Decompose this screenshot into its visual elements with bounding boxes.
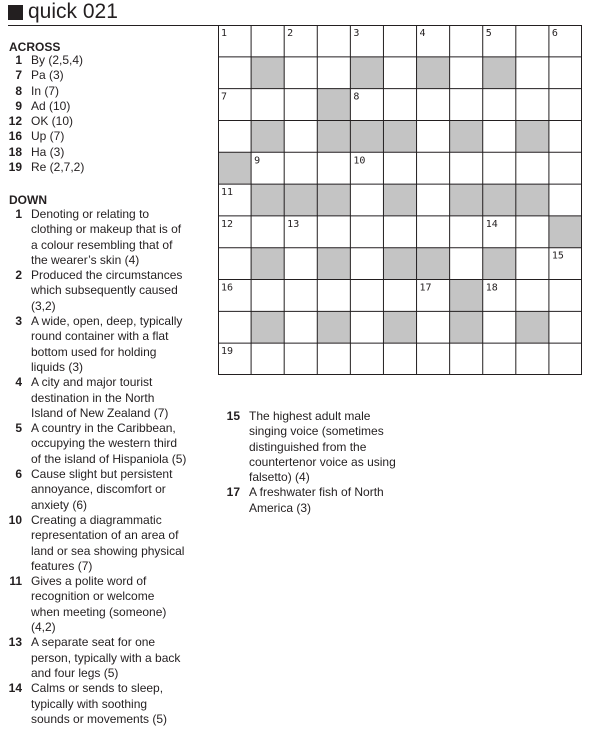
clue-text-line: land or sea showing physical (31, 543, 185, 558)
clue-text-line: when meeting (someone) (31, 604, 167, 619)
grid-cell-number: 16 (221, 282, 234, 294)
grid-cell[interactable] (251, 25, 284, 57)
grid-cell[interactable] (218, 57, 251, 89)
grid-cell[interactable] (317, 280, 350, 312)
grid-cell[interactable] (350, 184, 383, 216)
grid-cell[interactable] (284, 280, 317, 312)
clue-text: By (2,5,4) (31, 53, 84, 67)
grid-cell-number: 5 (485, 28, 492, 39)
clue-text: Ad (10) (31, 98, 71, 113)
grid-cell[interactable] (516, 343, 549, 375)
grid-block (516, 311, 549, 343)
clue-text-line: (4,2) (31, 620, 56, 635)
clue-item[interactable] (0, 114, 188, 129)
grid-cell-number: 8 (353, 91, 360, 103)
grid-cell[interactable] (284, 152, 317, 184)
grid-block (284, 184, 317, 216)
grid-block (317, 120, 350, 152)
clue-text (31, 635, 188, 681)
clue-number: 5 (15, 421, 22, 436)
grid-cell[interactable] (483, 120, 516, 152)
grid-cell[interactable] (383, 152, 416, 184)
grid-cell[interactable] (284, 120, 317, 152)
clue-item[interactable] (0, 681, 188, 727)
grid-cell-number: 3 (353, 28, 360, 39)
grid-cell[interactable] (450, 343, 483, 375)
clue-text-line: clothing or makeup that is of (31, 222, 182, 237)
grid-cell[interactable] (549, 120, 582, 152)
grid-block (251, 184, 284, 216)
grid-cell[interactable] (516, 248, 549, 280)
grid-cell[interactable] (450, 57, 483, 89)
grid-block (317, 311, 350, 343)
grid-block (450, 184, 483, 216)
title-divider (8, 25, 220, 26)
grid-cell-number: 15 (551, 250, 564, 262)
grid-cell[interactable] (549, 152, 582, 184)
grid-cell[interactable] (483, 311, 516, 343)
clue-item[interactable] (0, 207, 188, 268)
clue-text: Up (7) (31, 129, 65, 144)
clue-text-line: person, typically with a back (31, 650, 181, 665)
grid-cell[interactable] (251, 89, 284, 121)
grid-cell[interactable] (549, 184, 582, 216)
clue-number: 6 (15, 467, 22, 482)
clue-text-line: Gives a polite word of (31, 574, 147, 589)
grid-block (417, 57, 450, 89)
grid-cell[interactable] (251, 216, 284, 248)
clue-number: 4 (15, 375, 22, 390)
grid-cell[interactable] (483, 89, 516, 121)
grid-cell[interactable] (549, 57, 582, 89)
clue-text-line: countertenor voice as using (249, 454, 396, 469)
grid-cell[interactable] (383, 57, 416, 89)
grid-cell[interactable] (284, 57, 317, 89)
grid-cell-number: 2 (287, 28, 294, 39)
grid-block (251, 248, 284, 280)
grid-cell[interactable] (516, 280, 549, 312)
clue-text-line: A separate seat for one (31, 635, 156, 650)
grid-cell[interactable] (516, 25, 549, 57)
grid-block (317, 248, 350, 280)
grid-block (383, 311, 416, 343)
clue-text-line: A wide, open, deep, typically (31, 314, 183, 329)
grid-block (483, 57, 516, 89)
clue-text-line: Cause slight but persistent (31, 467, 173, 482)
down-clue-list-continued (218, 409, 400, 516)
clue-text (31, 467, 188, 513)
grid-cell-number: 19 (221, 346, 234, 358)
clue-text-line: (3,2) (31, 298, 56, 313)
grid-cell[interactable] (417, 216, 450, 248)
clue-number: 13 (8, 635, 22, 650)
grid-cell[interactable] (450, 89, 483, 121)
grid-cell[interactable] (483, 152, 516, 184)
grid-cell[interactable] (284, 89, 317, 121)
clue-number: 12 (8, 114, 22, 129)
clue-text-line: The highest adult male (249, 409, 371, 423)
grid-cell[interactable] (350, 311, 383, 343)
grid-cell-number: 12 (221, 218, 234, 230)
grid-cell[interactable] (417, 89, 450, 121)
grid-cell[interactable] (350, 280, 383, 312)
grid-cell-number: 14 (485, 218, 498, 230)
grid-cell-number: 18 (485, 282, 498, 294)
grid-cell[interactable] (549, 343, 582, 375)
grid-cell-number: 10 (353, 155, 366, 167)
across-heading: ACROSS (9, 40, 61, 54)
grid-cell-number: 1 (221, 28, 228, 39)
grid-cell-number: 7 (221, 91, 228, 103)
grid-cell[interactable] (383, 25, 416, 57)
grid-cell[interactable] (350, 216, 383, 248)
clue-text (249, 409, 400, 485)
grid-cell[interactable] (417, 120, 450, 152)
clue-text-line: representation of an area of (31, 528, 179, 543)
grid-cell-number: 11 (221, 187, 234, 199)
down-clue-list (0, 207, 188, 727)
clue-item[interactable] (0, 574, 188, 635)
clue-text (31, 513, 188, 574)
clue-text-line: a colour resembling that of (31, 237, 173, 252)
clue-item[interactable] (0, 99, 188, 114)
clue-text-line: and four legs (5) (31, 665, 119, 680)
clue-item[interactable] (0, 421, 188, 467)
clue-number: 1 (15, 53, 22, 67)
grid-cell[interactable] (417, 311, 450, 343)
grid-block (317, 184, 350, 216)
clue-item[interactable] (0, 467, 188, 513)
clue-text-line: Produced the circumstances (31, 268, 183, 283)
grid-cell-number: 13 (287, 218, 300, 230)
grid-cell[interactable] (218, 311, 251, 343)
grid-cell[interactable] (218, 120, 251, 152)
grid-cell[interactable] (350, 248, 383, 280)
clue-item[interactable] (0, 160, 188, 175)
clue-text-line: the wearer’s skin (4) (31, 252, 140, 267)
grid-block (383, 248, 416, 280)
grid-cell[interactable] (516, 89, 549, 121)
clue-text-line: features (7) (31, 558, 93, 573)
grid-cell[interactable] (450, 25, 483, 57)
grid-block (350, 120, 383, 152)
grid-block (516, 120, 549, 152)
clue-item[interactable] (0, 145, 188, 160)
clue-item[interactable] (218, 409, 400, 485)
clue-text-line: occupying the western third (31, 436, 178, 451)
clue-text-line: bottom used for holding (31, 344, 157, 359)
grid-cell-number: 6 (551, 28, 558, 39)
grid-cell[interactable] (450, 248, 483, 280)
grid-cell[interactable] (383, 216, 416, 248)
clue-text-line: liquids (3) (31, 359, 84, 374)
grid-cell[interactable] (251, 343, 284, 375)
grid-cell[interactable] (417, 184, 450, 216)
across-clue-list (0, 53, 188, 175)
grid-cell[interactable] (516, 57, 549, 89)
puzzle-title (8, 0, 118, 24)
clue-item[interactable] (0, 268, 188, 314)
clue-item[interactable] (0, 84, 188, 99)
clue-number: 9 (15, 98, 22, 113)
grid-cell[interactable] (383, 280, 416, 312)
clue-text (31, 681, 188, 727)
grid-block (251, 57, 284, 89)
clue-text-line: round container with a flat (31, 329, 169, 344)
puzzle-title-text: quick 021 (28, 0, 118, 23)
grid-block (450, 280, 483, 312)
clue-text: OK (10) (31, 114, 74, 129)
grid-block (350, 57, 383, 89)
grid-cell[interactable] (251, 280, 284, 312)
clue-item[interactable] (0, 513, 188, 574)
clue-text-line: distinguished from the (249, 439, 367, 454)
grid-cell-number: 17 (419, 282, 432, 294)
clue-text-line: A freshwater fish of North (249, 485, 384, 500)
grid-cell[interactable] (284, 343, 317, 375)
grid-svg (218, 25, 582, 375)
grid-cell[interactable] (417, 343, 450, 375)
grid-block (417, 248, 450, 280)
clue-number: 11 (9, 574, 22, 589)
grid-cell[interactable] (417, 152, 450, 184)
grid-cell[interactable] (549, 311, 582, 343)
clue-text (31, 375, 188, 421)
clue-item[interactable] (0, 129, 188, 144)
grid-block (450, 311, 483, 343)
clue-number: 18 (8, 144, 22, 159)
clue-number: 15 (226, 409, 240, 423)
clue-text-line: Creating a diagrammatic (31, 512, 162, 527)
grid-cell[interactable] (450, 152, 483, 184)
clue-text-line: sounds or movements (5) (31, 711, 168, 726)
clue-text (31, 421, 188, 467)
clue-text-line: A country in the Caribbean, (31, 421, 176, 436)
clue-text-line: Island of New Zealand (7) (31, 405, 169, 420)
clue-text: In (7) (31, 83, 60, 98)
clue-number: 17 (226, 485, 240, 500)
clue-text-line: recognition or welcome (31, 589, 155, 604)
grid-cell[interactable] (483, 343, 516, 375)
clue-text (249, 485, 400, 516)
clue-text-line: typically with soothing (31, 696, 148, 711)
crossword-grid[interactable] (218, 25, 582, 375)
clue-item[interactable] (0, 635, 188, 681)
clue-text-line: singing voice (sometimes (249, 424, 384, 439)
grid-cell[interactable] (383, 343, 416, 375)
clue-item[interactable] (218, 485, 400, 516)
clue-text-line: falsetto) (4) (249, 470, 310, 485)
clue-item[interactable] (0, 314, 188, 375)
grid-cell[interactable] (549, 280, 582, 312)
grid-cell[interactable] (549, 89, 582, 121)
grid-block (317, 89, 350, 121)
grid-cell[interactable] (317, 343, 350, 375)
grid-block (483, 248, 516, 280)
clue-number: 16 (8, 129, 22, 144)
clue-number: 1 (15, 207, 22, 221)
clue-text (31, 574, 188, 635)
grid-cell-number: 4 (419, 28, 426, 39)
clue-number: 19 (8, 160, 22, 175)
grid-cell[interactable] (218, 248, 251, 280)
grid-cell[interactable] (317, 57, 350, 89)
clue-text (31, 207, 188, 268)
title-square-icon (8, 5, 23, 20)
grid-cell[interactable] (284, 311, 317, 343)
clue-text (31, 268, 188, 314)
clue-text-line: destination in the North (31, 390, 155, 405)
grid-cell[interactable] (450, 216, 483, 248)
grid-cell[interactable] (516, 216, 549, 248)
clue-text-line: of the island of Hispaniola (5) (31, 451, 187, 466)
clue-text: Re (2,7,2) (31, 160, 85, 175)
clue-item[interactable] (0, 375, 188, 421)
clue-text-line: America (3) (249, 500, 312, 515)
clue-text-line: anxiety (6) (31, 497, 88, 512)
clue-text-line: annoyance, discomfort or (31, 482, 166, 497)
clue-text-line: A city and major tourist (31, 375, 153, 390)
grid-block (549, 216, 582, 248)
grid-block (383, 184, 416, 216)
grid-cell[interactable] (317, 216, 350, 248)
clue-text (31, 314, 188, 375)
grid-block (383, 120, 416, 152)
clue-number: 3 (15, 314, 22, 329)
clue-number: 14 (8, 681, 22, 696)
down-heading: DOWN (9, 193, 47, 207)
clue-text-line: which subsequently caused (31, 283, 178, 298)
grid-cell[interactable] (317, 25, 350, 57)
grid-block (251, 311, 284, 343)
grid-block (516, 184, 549, 216)
clue-number: 2 (15, 268, 22, 283)
grid-cell[interactable] (350, 343, 383, 375)
grid-cell[interactable] (516, 152, 549, 184)
grid-block (450, 120, 483, 152)
clue-number: 7 (15, 68, 22, 83)
clue-text-line: Calms or sends to sleep, (31, 681, 164, 696)
grid-block (251, 120, 284, 152)
clue-number: 10 (8, 512, 22, 527)
grid-cell-number: 9 (254, 155, 261, 167)
clue-item[interactable] (0, 53, 188, 68)
grid-cell[interactable] (317, 152, 350, 184)
clue-text: Pa (3) (31, 68, 64, 83)
grid-block (483, 184, 516, 216)
clue-text: Ha (3) (31, 144, 65, 159)
clue-text-line: Denoting or relating to (31, 207, 150, 221)
grid-cell[interactable] (284, 248, 317, 280)
grid-cell[interactable] (383, 89, 416, 121)
grid-block (218, 152, 251, 184)
clue-number: 8 (15, 83, 22, 98)
clue-item[interactable] (0, 68, 188, 83)
